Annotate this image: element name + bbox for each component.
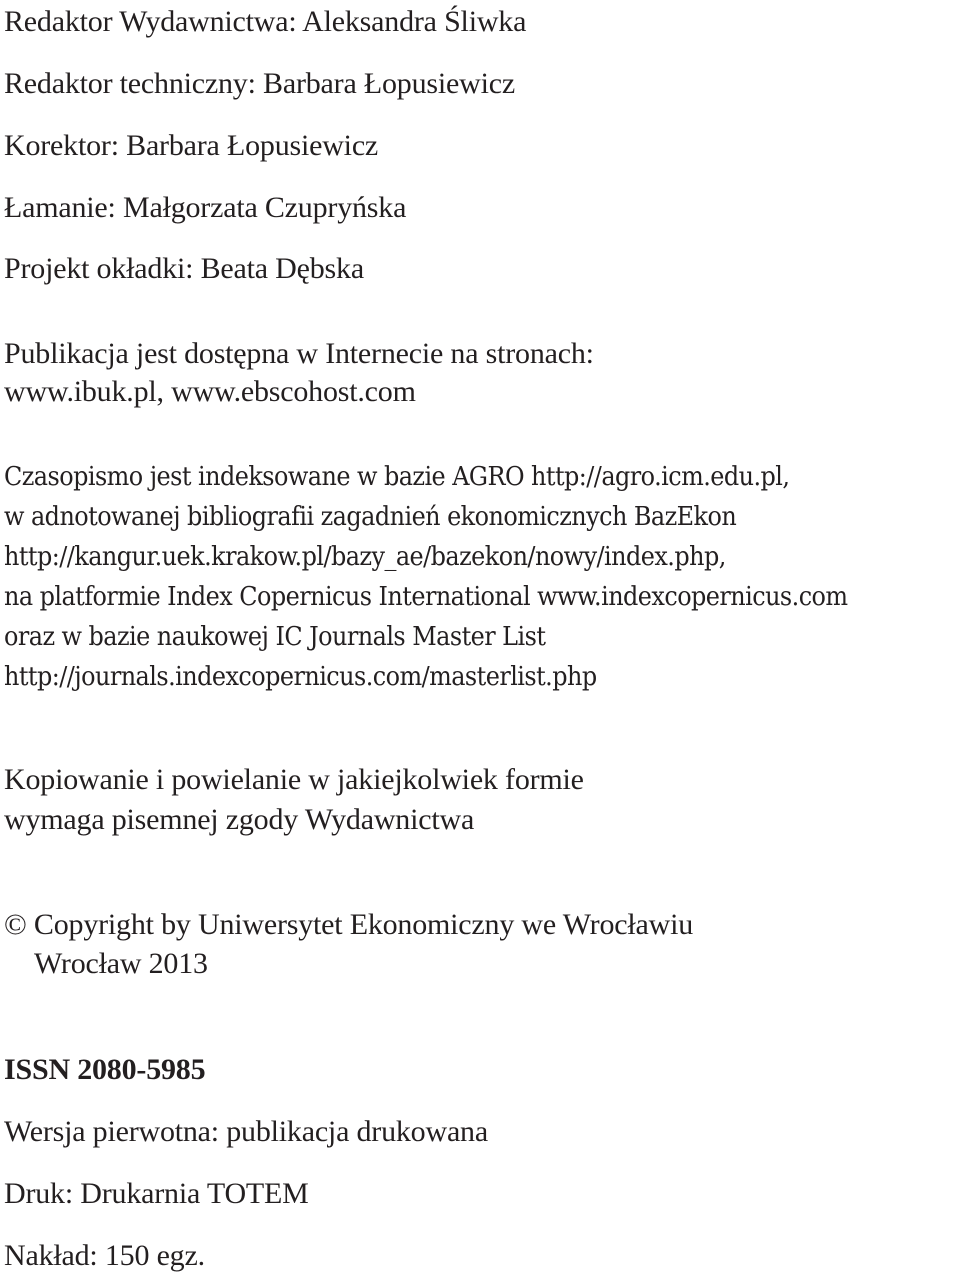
printer: Druk: Drukarnia TOTEM — [4, 1177, 309, 1210]
availability-line-1: Publikacja jest dostępna w Internecie na stronach: — [4, 337, 594, 370]
print-run: Nakład: 150 egz. — [4, 1239, 205, 1272]
indexing-line-5: oraz w bazie naukowej IC Journals Master List — [4, 622, 546, 652]
technical-editor-credit: Redaktor techniczny: Barbara Łopusiewicz — [4, 67, 515, 100]
version-note: Wersja pierwotna: publikacja drukowana — [4, 1115, 488, 1148]
proofreader-credit: Korektor: Barbara Łopusiewicz — [4, 129, 379, 162]
copyright-place-year: Wrocław 2013 — [34, 947, 208, 980]
cover-design-credit: Projekt okładki: Beata Dębska — [4, 252, 364, 285]
indexing-line-1: Czasopismo jest indeksowane w bazie AGRO http://agro.icm.edu.pl, — [4, 462, 790, 492]
indexing-line-3: http://kangur.uek.krakow.pl/bazy_ae/bazekon/nowy/index.php, — [4, 542, 726, 572]
copyright-line — [4, 907, 693, 943]
issn: ISSN 2080-5985 — [4, 1053, 206, 1086]
indexing-line-4: na platformie Index Copernicus International www.indexcopernicus.com — [4, 582, 848, 612]
availability-line-2: www.ibuk.pl, www.ebscohost.com — [4, 375, 416, 408]
indexing-line-6: http://journals.indexcopernicus.com/masterlist.php — [4, 662, 597, 692]
typesetting-credit: Łamanie: Małgorzata Czupryńska — [4, 191, 407, 224]
editor-credit: Redaktor Wydawnictwa: Aleksandra Śliwka — [4, 5, 527, 38]
copying-notice-line-1: Kopiowanie i powielanie w jakiejkolwiek formie — [4, 763, 584, 796]
copying-notice-line-2: wymaga pisemnej zgody Wydawnictwa — [4, 803, 475, 836]
copyright-holder: Copyright by Uniwersytet Ekonomiczny we Wrocławiu — [33, 908, 694, 941]
copyright-symbol: © — [4, 908, 27, 941]
indexing-line-2: w adnotowanej bibliografii zagadnień ekonomicznych BazEkon — [4, 502, 737, 532]
